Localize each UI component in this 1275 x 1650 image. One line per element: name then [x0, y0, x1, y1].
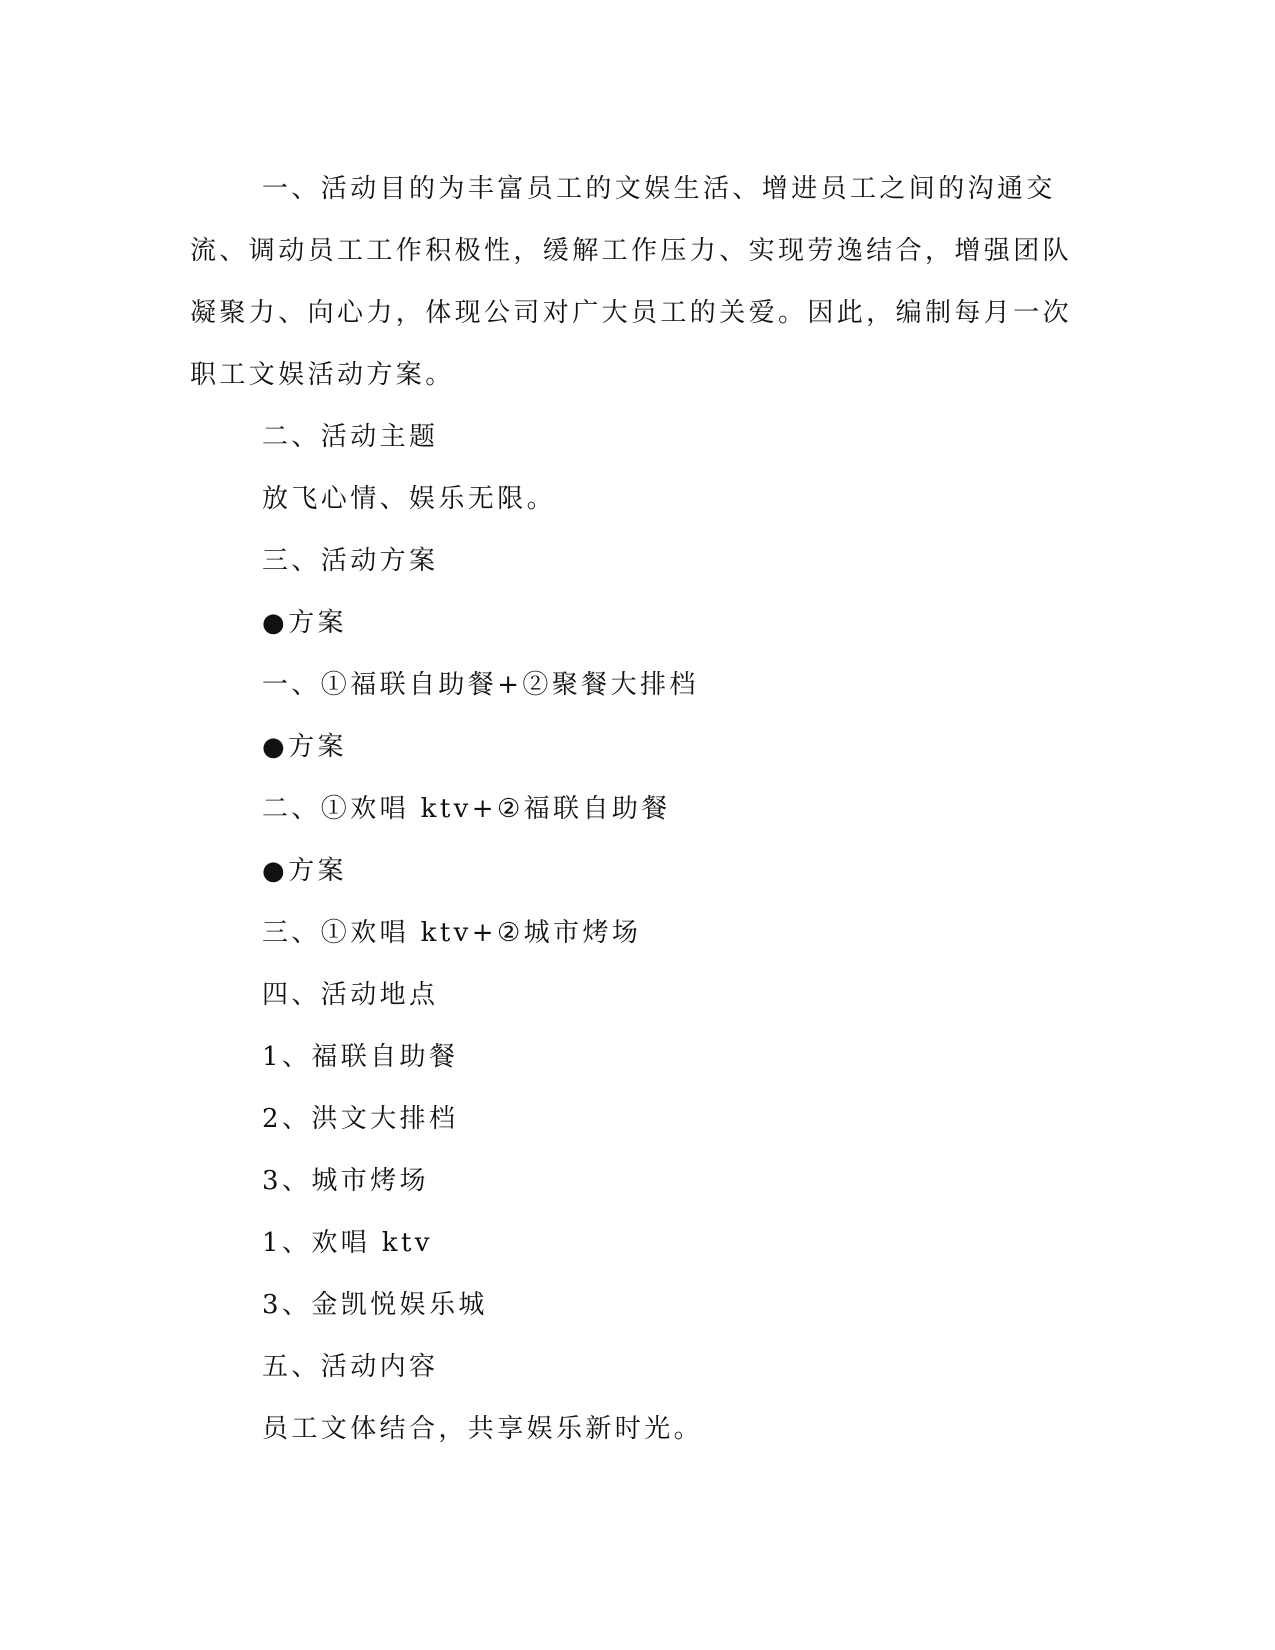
heading-activity-plan: 三、活动方案	[262, 546, 439, 576]
heading-activity-location: 四、活动地点	[262, 980, 439, 1010]
plan-bullet-1: ●方案	[262, 608, 347, 638]
intro-paragraph: 一、活动目的为丰富员工的文娱生活、增进员工之间的沟通交流、调动员工工作积极性，缓解工作压力、实现劳逸结合，增强团队凝聚力、向心力，体现公司对广大员工的关爱。因此，编制每月一次职工文娱活动方案。	[190, 174, 1073, 390]
location-item: 2、洪文大排档	[262, 1104, 459, 1134]
plan-bullet-3: ●方案	[262, 856, 347, 886]
plan-2-detail: 二、①欢唱 ktv+②福联自助餐	[262, 794, 671, 824]
location-item: 3、金凯悦娱乐城	[262, 1290, 488, 1320]
heading-activity-content: 五、活动内容	[262, 1352, 439, 1382]
plan-1-detail: 一、①福联自助餐+②聚餐大排档	[262, 670, 699, 700]
document-body	[190, 158, 1090, 1460]
content-text: 员工文体结合，共享娱乐新时光。	[262, 1414, 704, 1444]
location-item: 1、福联自助餐	[262, 1042, 459, 1072]
location-item: 1、欢唱 ktv	[262, 1228, 433, 1258]
theme-text: 放飞心情、娱乐无限。	[262, 484, 557, 514]
heading-activity-theme: 二、活动主题	[262, 422, 439, 452]
location-item: 3、城市烤场	[262, 1166, 429, 1196]
plan-bullet-2: ●方案	[262, 732, 347, 762]
plan-3-detail: 三、①欢唱 ktv+②城市烤场	[262, 918, 642, 948]
